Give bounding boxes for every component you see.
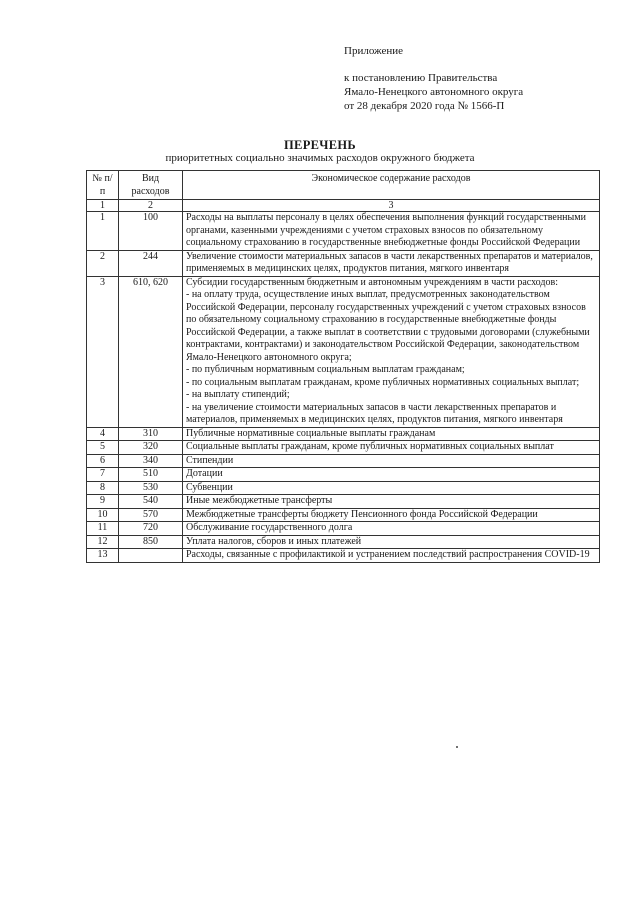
table-row <box>87 549 600 563</box>
column-number: 2 <box>119 200 183 212</box>
table-row <box>87 535 600 549</box>
table-row <box>87 212 600 251</box>
row-expense-code: 510 <box>119 468 183 482</box>
appendix-line-1: к постановлению Правительства <box>344 72 498 84</box>
row-description: Субвенции <box>183 481 600 495</box>
table-header-row <box>87 171 600 200</box>
table-row <box>87 276 600 427</box>
table-row <box>87 481 600 495</box>
header-content: Экономическое содержание расходов <box>183 171 600 200</box>
table-row <box>87 454 600 468</box>
table-row <box>87 441 600 455</box>
expenses-table <box>86 170 600 563</box>
row-expense-code: 720 <box>119 522 183 536</box>
header-type: Вид расходов <box>119 171 183 200</box>
table-body <box>87 212 600 563</box>
header-num: № п/п <box>87 171 119 200</box>
row-expense-code: 310 <box>119 427 183 441</box>
scan-speck <box>456 746 458 748</box>
appendix-line-2: Ямало-Ненецкого автономного округа <box>344 86 524 98</box>
row-expense-code: 540 <box>119 495 183 509</box>
row-expense-code: 244 <box>119 250 183 276</box>
row-expense-code: 850 <box>119 535 183 549</box>
row-number: 13 <box>87 549 119 563</box>
row-expense-code: 530 <box>119 481 183 495</box>
row-description: Расходы на выплаты персоналу в целях обеспечения выполнения функций государственными органами, казенными учреждениями с учетом страховых взносов по обязательному социальному страхованию в государственные внебюджетные фонды Российской Федерации <box>183 212 600 251</box>
row-description: Дотации <box>183 468 600 482</box>
row-description: Увеличение стоимости материальных запасов в части лекарственных препаратов и материалов, применяемых в медицинских целях, продуктов питания, мягкого инвентаря <box>183 250 600 276</box>
table-row <box>87 508 600 522</box>
appendix-label: Приложение <box>344 45 404 57</box>
row-number: 2 <box>87 250 119 276</box>
row-number: 7 <box>87 468 119 482</box>
document-title: ПЕРЕЧЕНЬ <box>284 138 356 152</box>
row-number: 3 <box>87 276 119 427</box>
table-row <box>87 250 600 276</box>
row-description: Субсидии государственным бюджетным и автономным учреждениям в части расходов: - на оплату труда, осуществление иных выплат, предусмотренных законодательством Российской Федерации, персоналу государственных учреждений с учетом страховых взносов по обязательному социальному страхованию в государственные внебюджетные фонды Российской Федерации, а также выплат в соответствии с трудовыми договорами (служебными контрактами, контрактами) и законодательством Российской Федерации, законодательством Ямало-Ненецкого автономного округа; - по публичным нормативным социальным выплатам гражданам; - по социальным выплатам гражданам, кроме публичных нормативных социальных выплат; - на выплату стипендий; - на увеличение стоимости материальных запасов в части лекарственных препаратов и материалов, применяемых в медицинских целях, продуктов питания, мягкого инвентаря <box>183 276 600 427</box>
row-number: 5 <box>87 441 119 455</box>
row-expense-code: 100 <box>119 212 183 251</box>
row-description: Публичные нормативные социальные выплаты гражданам <box>183 427 600 441</box>
row-number: 12 <box>87 535 119 549</box>
row-number: 8 <box>87 481 119 495</box>
column-number: 1 <box>87 200 119 212</box>
row-description: Межбюджетные трансферты бюджету Пенсионного фонда Российской Федерации <box>183 508 600 522</box>
table-row <box>87 495 600 509</box>
table-row <box>87 522 600 536</box>
row-number: 9 <box>87 495 119 509</box>
row-description: Расходы, связанные с профилактикой и устранением последствий распространения COVID-19 <box>183 549 600 563</box>
row-description: Иные межбюджетные трансферты <box>183 495 600 509</box>
table-row <box>87 468 600 482</box>
row-expense-code <box>119 549 183 563</box>
row-description: Обслуживание государственного долга <box>183 522 600 536</box>
row-expense-code: 340 <box>119 454 183 468</box>
row-number: 10 <box>87 508 119 522</box>
row-description: Уплата налогов, сборов и иных платежей <box>183 535 600 549</box>
row-number: 1 <box>87 212 119 251</box>
row-expense-code: 570 <box>119 508 183 522</box>
row-description: Стипендии <box>183 454 600 468</box>
appendix-line-3: от 28 декабря 2020 года № 1566-П <box>344 100 505 112</box>
row-number: 11 <box>87 522 119 536</box>
document-subtitle: приоритетных социально значимых расходов окружного бюджета <box>165 152 475 164</box>
table-row <box>87 427 600 441</box>
appendix-block <box>344 44 634 113</box>
row-expense-code: 320 <box>119 441 183 455</box>
column-number-row <box>87 200 600 212</box>
row-description: Социальные выплаты гражданам, кроме публичных нормативных социальных выплат <box>183 441 600 455</box>
column-number: 3 <box>183 200 600 212</box>
row-expense-code: 610, 620 <box>119 276 183 427</box>
row-number: 4 <box>87 427 119 441</box>
row-number: 6 <box>87 454 119 468</box>
